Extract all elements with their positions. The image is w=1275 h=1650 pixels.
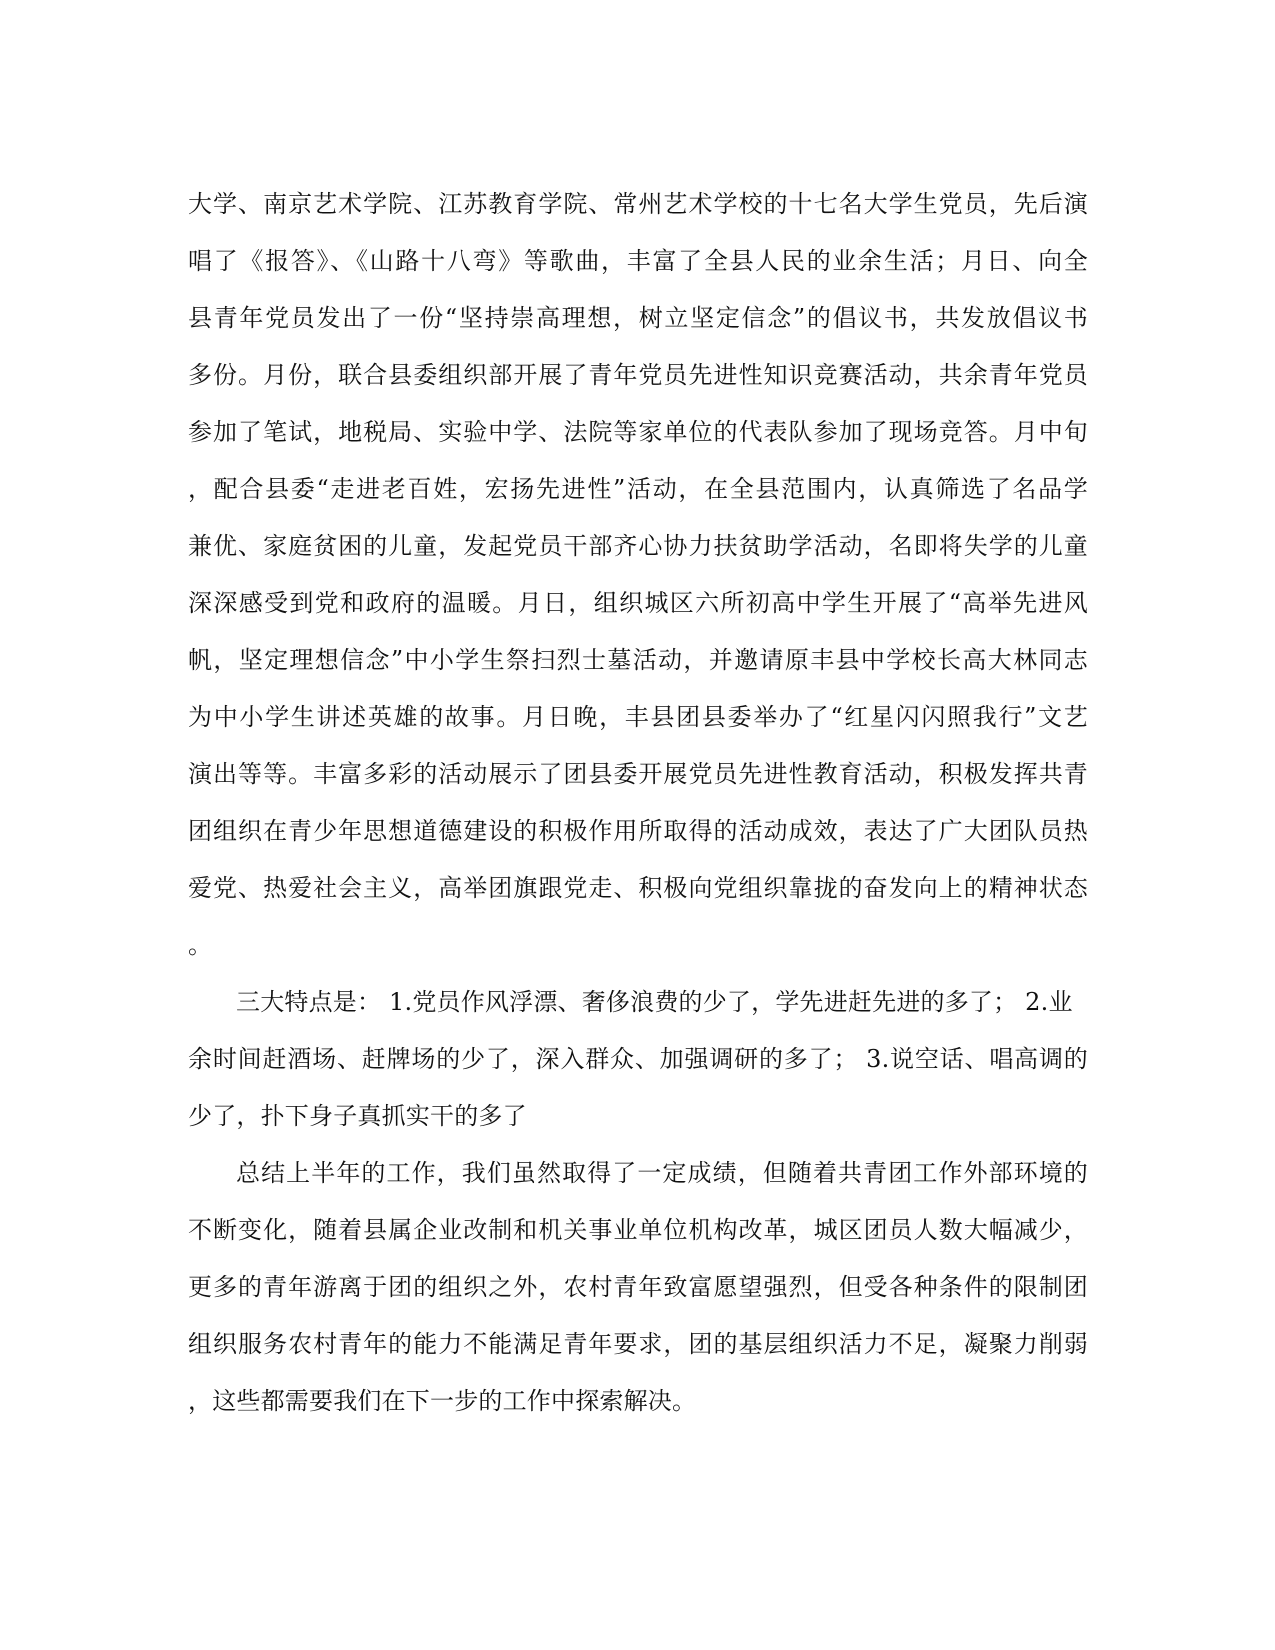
paragraph-three-features [188, 974, 1088, 1145]
text-line: 更多的青年游离于团的组织之外，农村青年致富愿望强烈，但受各种条件的限制团 [188, 1273, 1088, 1301]
text-line: 不断变化，随着县属企业改制和机关事业单位机构改革，城区团员人数大幅减少， [188, 1216, 1088, 1244]
body-text [188, 176, 1088, 1430]
text-line: 三大特点是： 1.党员作风浮漂、奢侈浪费的少了，学先进赶先进的多了； 2.业 [236, 988, 1073, 1016]
text-line: 为中小学生讲述英雄的故事。月日晚，丰县团县委举办了“红星闪闪照我行”文艺 [188, 703, 1088, 731]
text-line: 少了，扑下身子真抓实干的多了 [188, 1102, 527, 1130]
text-line: 总结上半年的工作，我们虽然取得了一定成绩，但随着共青团工作外部环境的 [236, 1159, 1088, 1187]
text-line: 多份。月份，联合县委组织部开展了青年党员先进性知识竞赛活动，共余青年党员 [188, 361, 1088, 389]
paragraph-summary [188, 1145, 1088, 1430]
text-line: 帆，坚定理想信念”中小学生祭扫烈士墓活动，并邀请原丰县中学校长高大林同志 [188, 646, 1088, 674]
text-line: 大学、南京艺术学院、江苏教育学院、常州艺术学校的十七名大学生党员，先后演 [188, 190, 1088, 218]
text-line: 爱党、热爱社会主义，高举团旗跟党走、积极向党组织靠拢的奋发向上的精神状态 [188, 874, 1088, 902]
text-line: 演出等等。丰富多彩的活动展示了团县委开展党员先进性教育活动，积极发挥共青 [188, 760, 1088, 788]
paragraph-activities [188, 176, 1088, 974]
text-line: ，配合县委“走进老百姓，宏扬先进性”活动，在全县范围内，认真筛选了名品学 [188, 475, 1088, 503]
text-line: 兼优、家庭贫困的儿童，发起党员干部齐心协力扶贫助学活动，名即将失学的儿童 [188, 532, 1088, 560]
text-line: 组织服务农村青年的能力不能满足青年要求，团的基层组织活力不足，凝聚力削弱 [188, 1330, 1088, 1358]
text-line: 县青年党员发出了一份“坚持崇高理想，树立坚定信念”的倡议书，共发放倡议书 [188, 304, 1088, 332]
text-line: 唱了《报答》、《山路十八弯》等歌曲，丰富了全县人民的业余生活；月日、向全 [188, 247, 1088, 275]
text-line: 团组织在青少年思想道德建设的积极作用所取得的活动成效，表达了广大团队员热 [188, 817, 1088, 845]
text-line: 。 [188, 931, 213, 959]
text-line: ，这些都需要我们在下一步的工作中探索解决。 [188, 1387, 697, 1415]
text-line: 余时间赶酒场、赶牌场的少了，深入群众、加强调研的多了； 3.说空话、唱高调的 [188, 1045, 1088, 1073]
text-line: 参加了笔试，地税局、实验中学、法院等家单位的代表队参加了现场竞答。月中旬 [188, 418, 1088, 446]
text-line: 深深感受到党和政府的温暖。月日，组织城区六所初高中学生开展了“高举先进风 [188, 589, 1088, 617]
